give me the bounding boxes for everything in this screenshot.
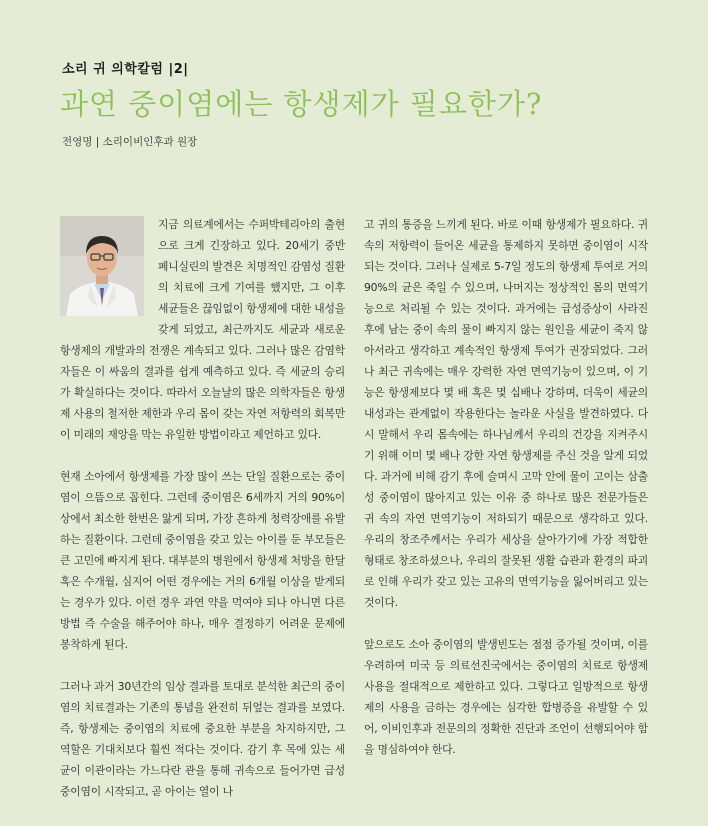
column-series-label: 소리 귀 의학칼럼 |2| bbox=[62, 62, 189, 77]
author-byline: 전영명 | 소리이비인후과 원장 bbox=[62, 136, 198, 148]
article-column-left bbox=[60, 214, 345, 823]
article-column-right bbox=[364, 214, 648, 781]
paragraph: 고 귀의 통증을 느끼게 된다. 바로 이때 항생제가 필요하다. 귀속의 저항력이 들어온 세균을 통제하지 못하면 중이염이 시작되는 것이다. 그러나 실제로 5-7일 정도의 항생제 투여로 거의 90%의 균은 죽일 수 있으며, 나머지는 정상적인 몸의 면역기능으로 처리될 수 있는 것이다. 과거에는 급성증상이 사라진 후에 남는 중이 속의 물이 빠지지 않는 원인을 세균이 죽지 않아서라고 생각하고 계속적인 항생제 투여가 권장되었다. 그러나 최근 귀속에는 매우 강력한 자연 면역기능이 있으며, 이 기능은 항생제보다 몇 배 혹은 몇 십배나 강하며, 더욱이 세균의 내성과는 관계없이 작용한다는 놀라운 사실을 발견하였다. 다시 말해서 우리 몸속에는 하나님께서 우리의 건강을 지켜주시기 위해 이미 몇 배나 강한 자연 항생제를 주신 것을 알게 되었다. 과거에 비해 감기 후에 슬며시 고막 안에 물이 고이는 삼출성 중이염이 많아지고 있는 이유 중 하나로 많은 전문가들은 귀 속의 자연 면역기능이 저하되기 때문으로 생각하고 있다. 우리의 창조주께서는 우리가 세상을 살아가기에 가장 적합한 형태로 창조하셨으나, 우리의 잘못된 생활 습관과 환경의 파괴로 인해 우리가 갖고 있는 고유의 면역기능을 잃어버리고 있는 것이다. bbox=[364, 218, 648, 609]
paragraph: 그러나 과거 30년간의 임상 결과를 토대로 분석한 최근의 중이염의 치료결과는 기존의 통념을 완전히 뒤엎는 결과를 보였다. 즉, 항생제는 중이염의 치료에 중요한 부분을 차지하지만, 그 역할은 기대치보다 훨씬 적다는 것이다. 감기 후 목에 있는 세균이 이관이라는 가느다란 관을 통해 귀속으로 들어가면 급성 중이염이 시작되고, 곧 아이는 열이 나 bbox=[60, 680, 345, 798]
paragraph: 앞으로도 소아 중이염의 발생빈도는 점점 증가될 것이며, 이를 우려하여 미국 등 의료선진국에서는 중이염의 치료로 항생제 사용을 절대적으로 제한하고 있다. 그렇다고 일방적으로 항생제의 사용을 금하는 경우에는 심각한 합병증을 유발할 수 있어, 이비인후과 전문의의 정확한 진단과 조언이 선행되어야 함을 명심하여야 한다. bbox=[364, 638, 648, 756]
paragraph: 현재 소아에서 항생제를 가장 많이 쓰는 단일 질환으로는 중이염이 으뜸으로 꼽힌다. 그런데 중이염은 6세까지 거의 90%이상에서 최소한 한번은 앓게 되며, 가장 흔하게 청력장애를 유발하는 질환이다. 그런데 중이염을 갖고 있는 아이를 둔 부모들은 큰 고민에 빠지게 된다. 대부분의 병원에서 항생제 처방을 한달 혹은 수개월, 심지어 어떤 경우에는 거의 6개월 이상을 받게되는 경우가 있다. 이런 경우 과연 약을 먹여야 되나 아니면 다른 방법 즉 수술을 해주어야 하나, 매우 결정하기 어려운 문제에 봉착하게 된다. bbox=[60, 470, 345, 651]
paragraph: 지금 의료계에서는 수퍼박테리아의 출현으로 크게 긴장하고 있다. 20세기 중반 페니실린의 발견은 치명적인 감염성 질환의 치료에 크게 기여를 했지만, 그 이후 세균들은 끊임없이 항생제에 대한 내성을 갖게 되었고, 최근까지도 세균과 새로운 항생제의 개발과의 전쟁은 계속되고 있다. 그러나 많은 감염학자들은 이 싸움의 결과를 쉽게 예측하고 있다. 즉 세균의 승리가 확실하다는 것이다. 따라서 오늘날의 많은 의학자들은 항생제 사용의 철저한 제한과 우리 몸이 갖는 자연 저항력의 회복만이 미래의 재앙을 막는 유일한 방법이라고 제언하고 있다. bbox=[60, 218, 345, 441]
article-title: 과연 중이염에는 항생제가 필요한가? bbox=[60, 87, 543, 121]
